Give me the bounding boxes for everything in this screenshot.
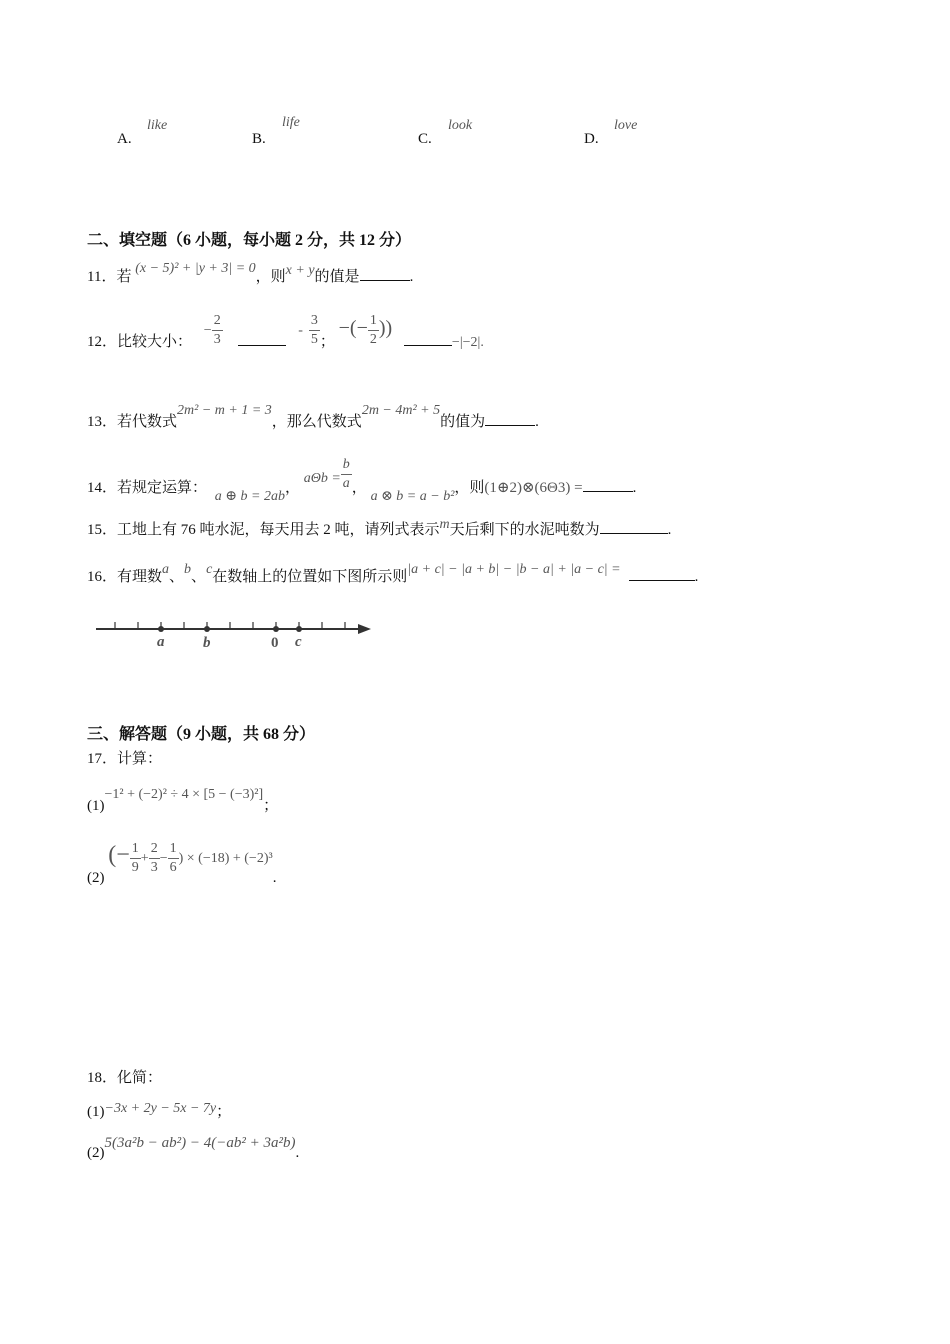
question-12: 12．比较大小： − $\frac{2}{3}$ - $\frac{3}{5}$ ； −(− $\frac{1}{2}$ )) −|−2|. <box>87 313 484 350</box>
fraction-1-6: $\frac{1}{6}$ <box>169 841 177 875</box>
q11-equation: (x − 5)² + |y + 3| = 0 <box>135 261 256 276</box>
q14-expression: (1⊕2)⊗(6Θ3) = <box>484 479 583 496</box>
answer-blank[interactable] <box>600 532 668 534</box>
answer-blank[interactable] <box>360 279 410 281</box>
option-a[interactable]: A. <box>117 131 132 147</box>
q18-2-expression: 5(3a²b − ab²) − 4(−ab² + 3a²b) <box>104 1135 296 1151</box>
question-17-part-1: (1)−1² + (−2)² ÷ 4 × [5 − (−3)²]； <box>87 787 279 814</box>
q17-1-expression: −1² + (−2)² ÷ 4 × [5 − (−3)²] <box>104 787 264 802</box>
question-15: 15．工地上有 76 吨水泥，每天用去 2 吨，请列式表示m天后剩下的水泥吨数为 . <box>87 517 672 538</box>
option-b[interactable]: B. <box>252 131 266 147</box>
option-a-word: like <box>147 118 168 133</box>
question-17: 17．计算： <box>87 751 163 767</box>
answer-blank[interactable] <box>238 344 286 346</box>
option-c-word: look <box>448 118 473 133</box>
fraction-2-3: $\frac{2}{3}$ <box>213 313 221 347</box>
q14-rule-2: aΘb = <box>303 470 341 486</box>
option-d[interactable]: D. <box>584 131 599 147</box>
q18-1-expression: −3x + 2y − 5x − 7y <box>104 1101 217 1116</box>
q14-rule-3: a ⊗ b = a − b² <box>370 488 455 504</box>
point-c <box>296 626 302 632</box>
q13-expression: 2m − 4m² + 5 <box>361 403 441 418</box>
q14-rule-1: a ⊕ b = 2ab <box>214 488 285 504</box>
point-a <box>158 626 164 632</box>
point-b <box>204 626 210 632</box>
question-18-part-1: (1)−3x + 2y − 5x − 7y； <box>87 1101 232 1120</box>
section2-title: 二、填空题（6 小题，每小题 2 分，共 12 分） <box>87 232 412 249</box>
q13-equation: 2m² − m + 1 = 3 <box>177 403 272 418</box>
question-18-part-2: (2)5(3a²b − ab²) − 4(−ab² + 3a²b). <box>87 1135 300 1161</box>
question-18: 18．化简： <box>87 1070 163 1086</box>
fraction-3-5: $\frac{3}{5}$ <box>310 313 318 347</box>
label-c: c <box>295 634 302 650</box>
question-13: 13．若代数式2m² − m + 1 = 3，那么代数式2m − 4m² + 5的值为 . <box>87 403 539 430</box>
answer-blank[interactable] <box>583 490 633 492</box>
label-zero: 0 <box>271 635 279 651</box>
answer-blank[interactable] <box>404 344 452 346</box>
answer-blank[interactable] <box>485 424 535 426</box>
option-b-word: life <box>282 115 300 130</box>
question-11: 11．若 (x − 5)² + |y + 3| = 0，则x + y的值是 . <box>87 261 414 285</box>
answer-blank[interactable] <box>629 579 695 581</box>
fraction-b-a: $\frac{b}{a}$ <box>342 457 350 491</box>
q15-var-m: m <box>439 517 450 532</box>
fraction-2-3b: $\frac{2}{3}$ <box>150 841 158 875</box>
section3-title: 三、解答题（9 小题，共 68 分） <box>87 726 316 743</box>
fraction-1-9: $\frac{1}{9}$ <box>131 841 139 875</box>
question-14: 14．若规定运算： a ⊕ b = 2ab， aΘb = $\frac{b}{a}$ ， a ⊗ b = a − b²，则(1⊕2)⊗(6Θ3) = . <box>87 457 637 504</box>
label-a: a <box>157 634 165 650</box>
point-zero <box>273 626 279 632</box>
number-line-arrow <box>358 624 371 634</box>
option-d-word: love <box>614 118 638 133</box>
question-17-part-2: (2) (− $\frac{1}{9}$ + $\frac{2}{3}$ − $\frac{1}{6}$ ) × (−18) + (−2)³. <box>87 841 277 886</box>
q11-target: x + y <box>285 263 315 278</box>
number-line <box>92 612 377 654</box>
fraction-1-2: $\frac{1}{2}$ <box>369 313 377 347</box>
label-b: b <box>203 635 211 651</box>
number-line-ticks <box>115 622 345 629</box>
q16-expression: |a + c| − |a + b| − |b − a| + |a − c| = <box>407 562 621 577</box>
question-16: 16．有理数a、b、c在数轴上的位置如下图所示则|a + c| − |a + b| − |b − a| + |a − c| = . <box>87 562 699 585</box>
option-c[interactable]: C. <box>418 131 432 147</box>
